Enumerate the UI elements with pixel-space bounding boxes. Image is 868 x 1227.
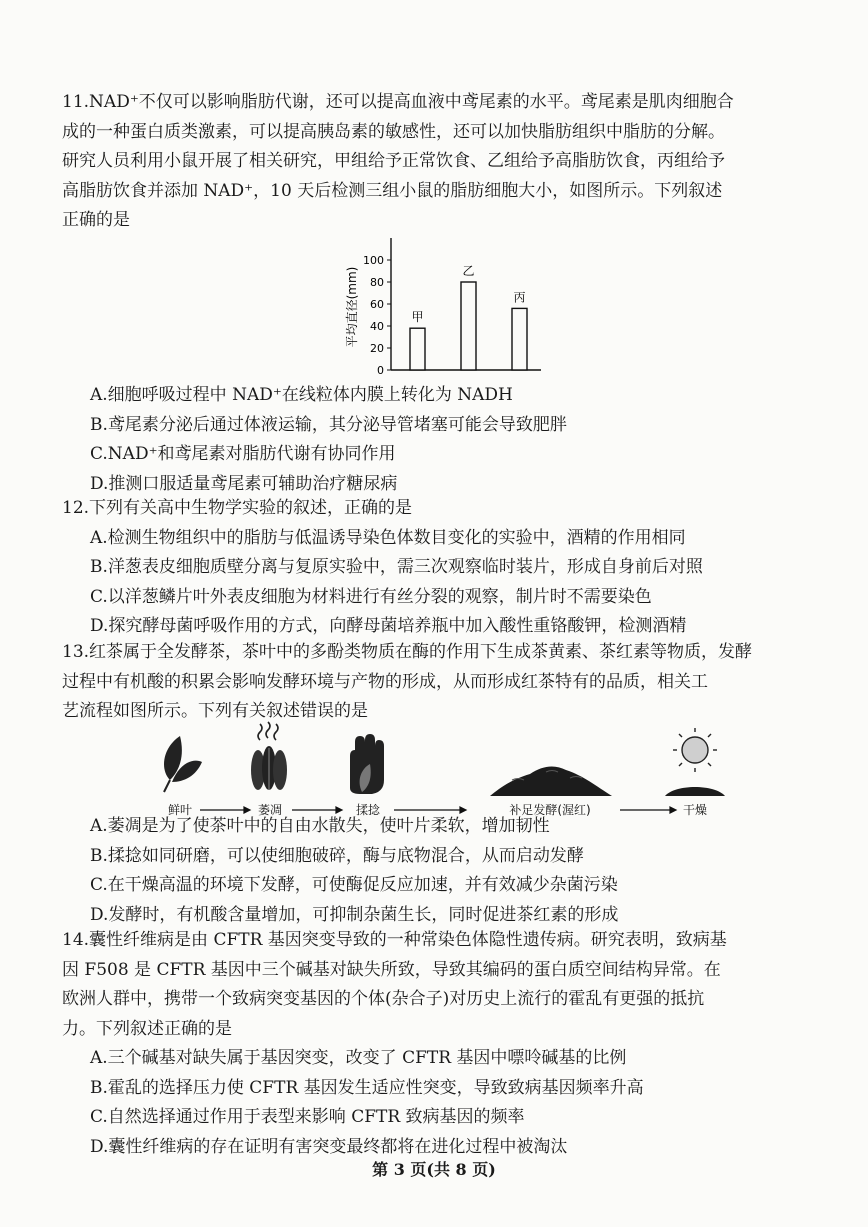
q11-stem-line: 高脂肪饮食并添加 NAD⁺，10 天后检测三组小鼠的脂肪细胞大小，如图所示。下列叙述 bbox=[62, 180, 723, 201]
fermentation-pile-icon bbox=[490, 767, 612, 796]
chart-bar bbox=[461, 282, 476, 370]
q11-stem-line: 研究人员利用小鼠开展了相关研究，甲组给予正常饮食、乙组给予高脂肪饮食，丙组给予 bbox=[62, 151, 725, 171]
q11-stem-line: 成的一种蛋白质类激素，可以提高胰岛素的敏感性，还可以加快脂肪组织中脂肪的分解。 bbox=[62, 121, 725, 142]
q14-option-b: B.霍乱的选择压力使 CFTR 基因发生适应性突变，导致致病基因频率升高 bbox=[90, 1077, 644, 1098]
q14-option-a: A.三个碱基对缺失属于基因突变，改变了 CFTR 基因中嘌呤碱基的比例 bbox=[90, 1048, 627, 1068]
q14-option-c: C.自然选择通过作用于表型来影响 CFTR 致病基因的频率 bbox=[90, 1107, 525, 1127]
question-13-options bbox=[62, 812, 618, 930]
question-14 bbox=[62, 926, 802, 1162]
q13-stem-line: 艺流程如图所示。下列有关叙述错误的是 bbox=[62, 701, 368, 721]
chart-bar bbox=[410, 328, 425, 370]
chart-bar bbox=[512, 308, 527, 370]
rolling-hand-icon bbox=[350, 734, 384, 794]
fat-cell-diameter-chart bbox=[336, 232, 566, 382]
chart-y-tick-label: 20 bbox=[370, 342, 384, 355]
q13-stem-line: 过程中有机酸的积累会影响发酵环境与产物的形成，从而形成红茶特有的品质，相关工 bbox=[62, 671, 708, 692]
q11-stem-line: 11.NAD⁺不仅可以影响脂肪代谢，还可以提高血液中鸢尾素的水平。鸢尾素是肌肉细胞合 bbox=[62, 92, 734, 112]
chart-y-tick-label: 100 bbox=[363, 254, 384, 267]
q14-stem-line: 力。下列叙述正确的是 bbox=[62, 1018, 232, 1039]
flow-step-rolling: 揉捻 bbox=[355, 803, 381, 817]
withering-icon bbox=[251, 722, 287, 790]
question-11-options bbox=[62, 381, 567, 499]
q13-stem-line: 13.红茶属于全发酵茶，茶叶中的多酚类物质在酶的作用下生成茶黄素、茶红素等物质，发酵 bbox=[62, 642, 753, 662]
question-13 bbox=[62, 638, 802, 727]
q11-stem-line: 正确的是 bbox=[62, 210, 130, 230]
q14-stem-line: 因 F508 是 CFTR 基因中三个碱基对缺失所致，导致其编码的蛋白质空间结构异常。在 bbox=[62, 959, 721, 980]
chart-bar-label: 丙 bbox=[513, 290, 526, 305]
fresh-leaf-icon bbox=[164, 736, 202, 792]
chart-bar-label: 乙 bbox=[462, 264, 475, 278]
chart-y-axis-label: 平均直径(mm) bbox=[345, 266, 359, 348]
q13-option-c: C.在干燥高温的环境下发酵，可使酶促反应加速，并有效减少杂菌污染 bbox=[90, 875, 618, 895]
page-number: 第 3 页(共 8 页) bbox=[372, 1160, 496, 1179]
question-12 bbox=[62, 494, 802, 642]
q12-option-b: B.洋葱表皮细胞质壁分离与复原实验中，需三次观察临时装片，形成自身前后对照 bbox=[90, 557, 703, 577]
flow-step-fermentation: 补足发酵(渥红) bbox=[509, 803, 591, 817]
q14-stem-line: 14.囊性纤维病是由 CFTR 基因突变导致的一种常染色体隐性遗传病。研究表明，致病基 bbox=[62, 930, 727, 950]
chart-y-tick-label: 0 bbox=[377, 364, 384, 377]
flow-step-fresh-leaf: 鲜叶 bbox=[167, 803, 193, 817]
q11-option-c: C.NAD⁺和鸢尾素对脂肪代谢有协同作用 bbox=[90, 444, 396, 464]
q14-stem-line: 欧洲人群中，携带一个致病突变基因的个体(杂合子)对历史上流行的霍乱有更强的抵抗 bbox=[62, 989, 705, 1009]
q12-option-a: A.检测生物组织中的脂肪与低温诱导染色体数目变化的实验中，酒精的作用相同 bbox=[90, 527, 686, 548]
flow-step-withering: 萎凋 bbox=[257, 803, 283, 817]
chart-y-tick-label: 80 bbox=[370, 276, 384, 289]
q13-option-b: B.揉捻如同研磨，可以使细胞破碎，酶与底物混合，从而启动发酵 bbox=[90, 845, 584, 866]
chart-bar-label: 甲 bbox=[411, 310, 424, 325]
q13-option-d: D.发酵时，有机酸含量增加，可抑制杂菌生长，同时促进茶红素的形成 bbox=[90, 904, 619, 925]
sun-drying-icon bbox=[665, 728, 725, 796]
q11-option-d: D.推测口服适量鸢尾素可辅助治疗糖尿病 bbox=[90, 473, 398, 494]
q11-option-a: A.细胞呼吸过程中 NAD⁺在线粒体内膜上转化为 NADH bbox=[90, 385, 513, 405]
chart-y-tick-label: 60 bbox=[370, 298, 384, 311]
q13-option-a: A.萎凋是为了使茶叶中的自由水散失，使叶片柔软，增加韧性 bbox=[90, 816, 550, 836]
chart-y-tick-label: 40 bbox=[370, 320, 384, 333]
q12-option-d: D.探究酵母菌呼吸作用的方式，向酵母菌培养瓶中加入酸性重铬酸钾，检测酒精 bbox=[90, 616, 687, 636]
q11-option-b: B.鸢尾素分泌后通过体液运输，其分泌导管堵塞可能会导致肥胖 bbox=[90, 414, 567, 435]
black-tea-process-flow bbox=[150, 718, 730, 818]
flow-step-drying: 干燥 bbox=[682, 803, 708, 817]
question-11 bbox=[62, 88, 802, 236]
q12-stem-line: 12.下列有关高中生物学实验的叙述，正确的是 bbox=[62, 498, 413, 518]
q12-option-c: C.以洋葱鳞片叶外表皮细胞为材料进行有丝分裂的观察，制片时不需要染色 bbox=[90, 586, 652, 607]
q14-option-d: D.囊性纤维病的存在证明有害突变最终都将在进化过程中被淘汰 bbox=[90, 1136, 568, 1157]
flow-arrow-icon bbox=[620, 807, 676, 813]
